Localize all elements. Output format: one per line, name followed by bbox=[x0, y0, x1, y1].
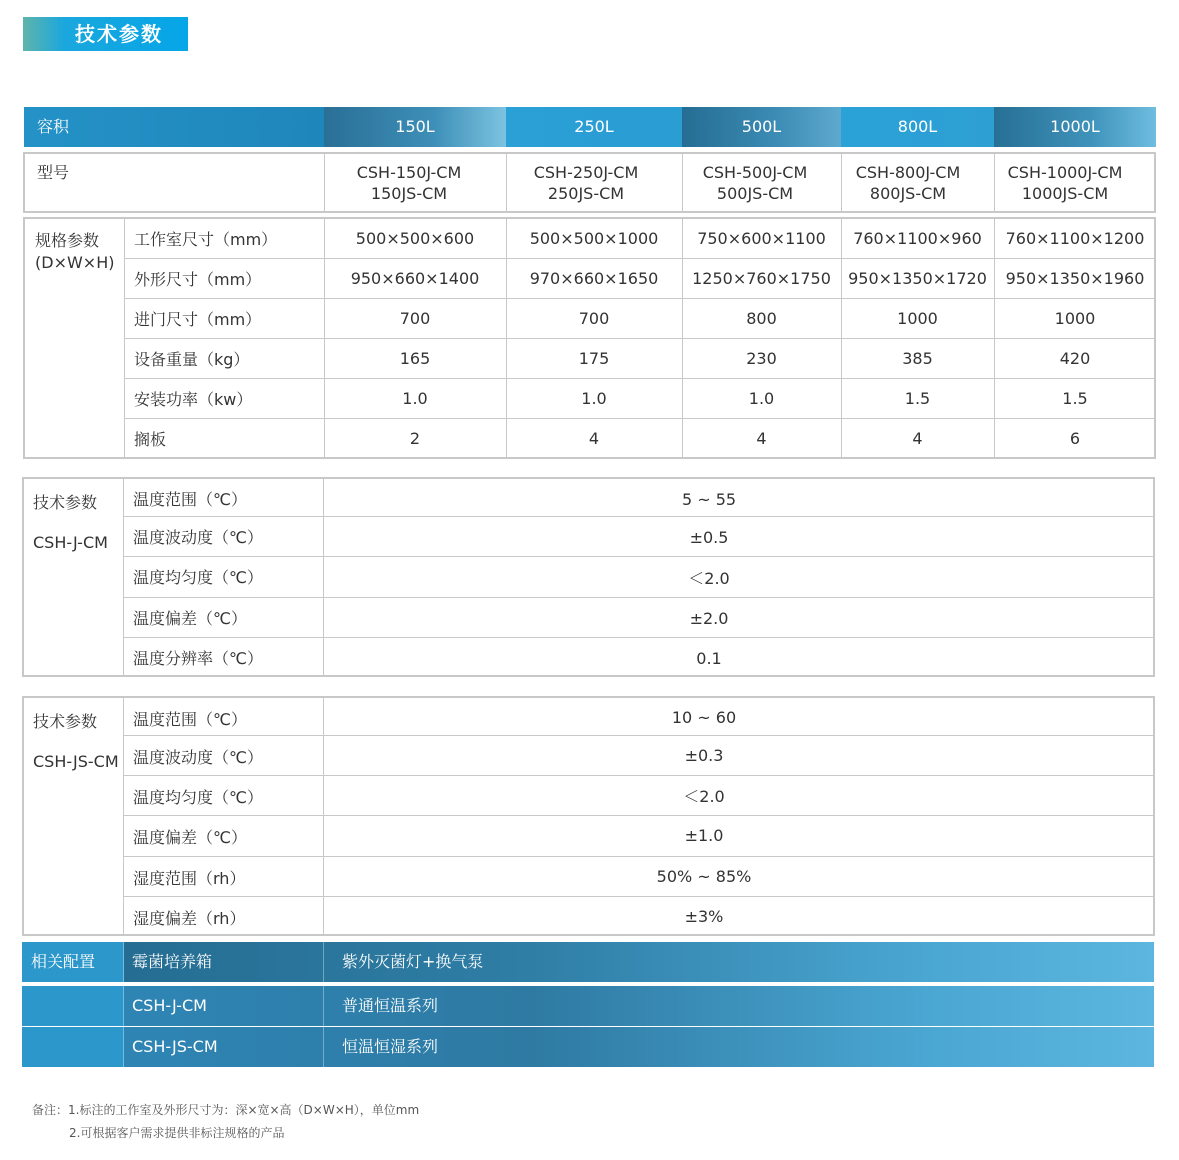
spec-cell: 750×600×1100 bbox=[697, 229, 826, 248]
spec-cell: 1.5 bbox=[904, 389, 931, 408]
tech-js-row-value: ＜2.0 bbox=[683, 786, 725, 806]
spec-row-label: 安装功率（kw） bbox=[134, 390, 253, 409]
spec-cell: 385 bbox=[902, 349, 933, 368]
config-col2: 恒温恒湿系列 bbox=[342, 1037, 439, 1056]
tech-j-row-value: ±0.5 bbox=[689, 527, 729, 547]
volume-header-500: 500L bbox=[682, 107, 841, 147]
spec-cell: 700 bbox=[399, 309, 431, 328]
volume-header-label: 容积 bbox=[24, 107, 324, 147]
spec-row-label: 进门尺寸（mm） bbox=[134, 310, 262, 329]
spec-cell: 2 bbox=[409, 429, 421, 448]
model-cell: CSH-1000J-CM 1000JS-CM bbox=[1007, 162, 1123, 203]
config-row-2 bbox=[22, 986, 1154, 1026]
tech-js-row-label: 温度范围（℃） bbox=[133, 709, 247, 729]
config-col2: 紫外灭菌灯+换气泵 bbox=[342, 952, 484, 971]
spec-cell: 4 bbox=[588, 429, 600, 448]
tech-js-label-1: 技术参数 bbox=[33, 711, 98, 731]
model-cell: CSH-250J-CM 250JS-CM bbox=[533, 162, 639, 203]
config-col1: CSH-J-CM bbox=[132, 996, 207, 1015]
spec-cell: 500×500×1000 bbox=[529, 229, 659, 248]
config-col1: 霉菌培养箱 bbox=[132, 952, 213, 971]
tech-j-row-label: 温度偏差（℃） bbox=[133, 608, 247, 628]
spec-cell: 760×1100×960 bbox=[853, 229, 982, 248]
tech-j-label-2: CSH-J-CM bbox=[33, 532, 108, 552]
spec-cell: 700 bbox=[578, 309, 610, 328]
tech-j-row-label: 温度均匀度（℃） bbox=[133, 567, 263, 587]
spec-cell: 760×1100×1200 bbox=[1005, 229, 1145, 248]
spec-cell: 1.0 bbox=[402, 389, 428, 408]
spec-cell: 950×660×1400 bbox=[350, 269, 480, 288]
model-row-label: 型号 bbox=[37, 162, 70, 182]
spec-cell: 165 bbox=[399, 349, 431, 368]
tech-js-row-label: 温度波动度（℃） bbox=[133, 747, 263, 767]
spec-cell: 970×660×1650 bbox=[529, 269, 659, 288]
spec-cell: 1250×760×1750 bbox=[692, 269, 831, 288]
spec-row-label: 搁板 bbox=[134, 430, 167, 449]
spec-cell: 500×500×600 bbox=[355, 229, 475, 248]
volume-header-150: 150L bbox=[324, 107, 506, 147]
volume-header-800: 800L bbox=[841, 107, 994, 147]
tech-js-row-value: 50% ~ 85% bbox=[656, 866, 752, 886]
spec-cell: 4 bbox=[912, 429, 923, 448]
tech-js-row-label: 温度偏差（℃） bbox=[133, 827, 247, 847]
spec-cell: 4 bbox=[756, 429, 767, 448]
spec-cell: 175 bbox=[578, 349, 610, 368]
config-col1: CSH-JS-CM bbox=[132, 1037, 218, 1056]
spec-row-label: 设备重量（kg） bbox=[134, 350, 250, 369]
config-col2: 普通恒温系列 bbox=[342, 996, 439, 1015]
spec-cell: 1000 bbox=[897, 309, 938, 328]
spec-row-label: 工作室尺寸（mm） bbox=[134, 230, 278, 249]
config-label: 相关配置 bbox=[31, 952, 96, 971]
tech-j-row-label: 温度范围（℃） bbox=[133, 489, 247, 509]
spec-cell: 6 bbox=[1069, 429, 1081, 448]
volume-header-250: 250L bbox=[506, 107, 682, 147]
tech-j-label-1: 技术参数 bbox=[33, 492, 98, 512]
spec-cell: 1000 bbox=[1054, 309, 1096, 328]
model-cell: CSH-150J-CM 150JS-CM bbox=[356, 162, 462, 203]
config-row-3 bbox=[22, 1027, 1154, 1067]
spec-cell: 230 bbox=[746, 349, 777, 368]
tech-js-row-value: ±0.3 bbox=[684, 745, 724, 765]
tech-js-row-value: ±1.0 bbox=[684, 825, 724, 845]
spec-cell: 800 bbox=[746, 309, 777, 328]
tech-js-row-label: 湿度范围（rh） bbox=[133, 868, 246, 888]
spec-group-label: 规格参数 (D×W×H) bbox=[35, 231, 115, 272]
config-row-1 bbox=[22, 942, 1154, 982]
spec-cell: 1.0 bbox=[581, 389, 607, 408]
tech-j-row-value: 5 ~ 55 bbox=[681, 489, 737, 509]
spec-cell: 950×1350×1720 bbox=[848, 269, 987, 288]
tech-js-row-label: 温度均匀度（℃） bbox=[133, 787, 263, 807]
section-title: 技术参数 bbox=[23, 17, 188, 51]
tech-js-row-value: ±3% bbox=[684, 906, 724, 926]
tech-j-row-value: 0.1 bbox=[696, 648, 722, 668]
model-cell: CSH-500J-CM 500JS-CM bbox=[702, 162, 808, 203]
tech-j-row-label: 温度分辨率（℃） bbox=[133, 648, 263, 668]
spec-cell: 1.0 bbox=[748, 389, 775, 408]
note-line-2: 2.可根据客户需求提供非标注规格的产品 bbox=[69, 1126, 285, 1140]
volume-header-1000: 1000L bbox=[994, 107, 1156, 147]
spec-cell: 420 bbox=[1059, 349, 1091, 368]
tech-js-label-2: CSH-JS-CM bbox=[33, 751, 119, 771]
tech-j-row-label: 温度波动度（℃） bbox=[133, 527, 263, 547]
tech-j-row-value: ±2.0 bbox=[689, 608, 729, 628]
tech-j-row-value: ＜2.0 bbox=[688, 568, 730, 588]
tech-js-row-label: 湿度偏差（rh） bbox=[133, 908, 246, 928]
spec-row-label: 外形尺寸（mm） bbox=[134, 270, 262, 289]
model-cell: CSH-800J-CM 800JS-CM bbox=[855, 162, 961, 203]
tech-js-row-value: 10 ~ 60 bbox=[671, 707, 737, 727]
spec-cell: 950×1350×1960 bbox=[1005, 269, 1145, 288]
spec-cell: 1.5 bbox=[1062, 389, 1088, 408]
note-line-1: 备注：1.标注的工作室及外形尺寸为：深×宽×高（D×W×H），单位mm bbox=[32, 1103, 420, 1117]
